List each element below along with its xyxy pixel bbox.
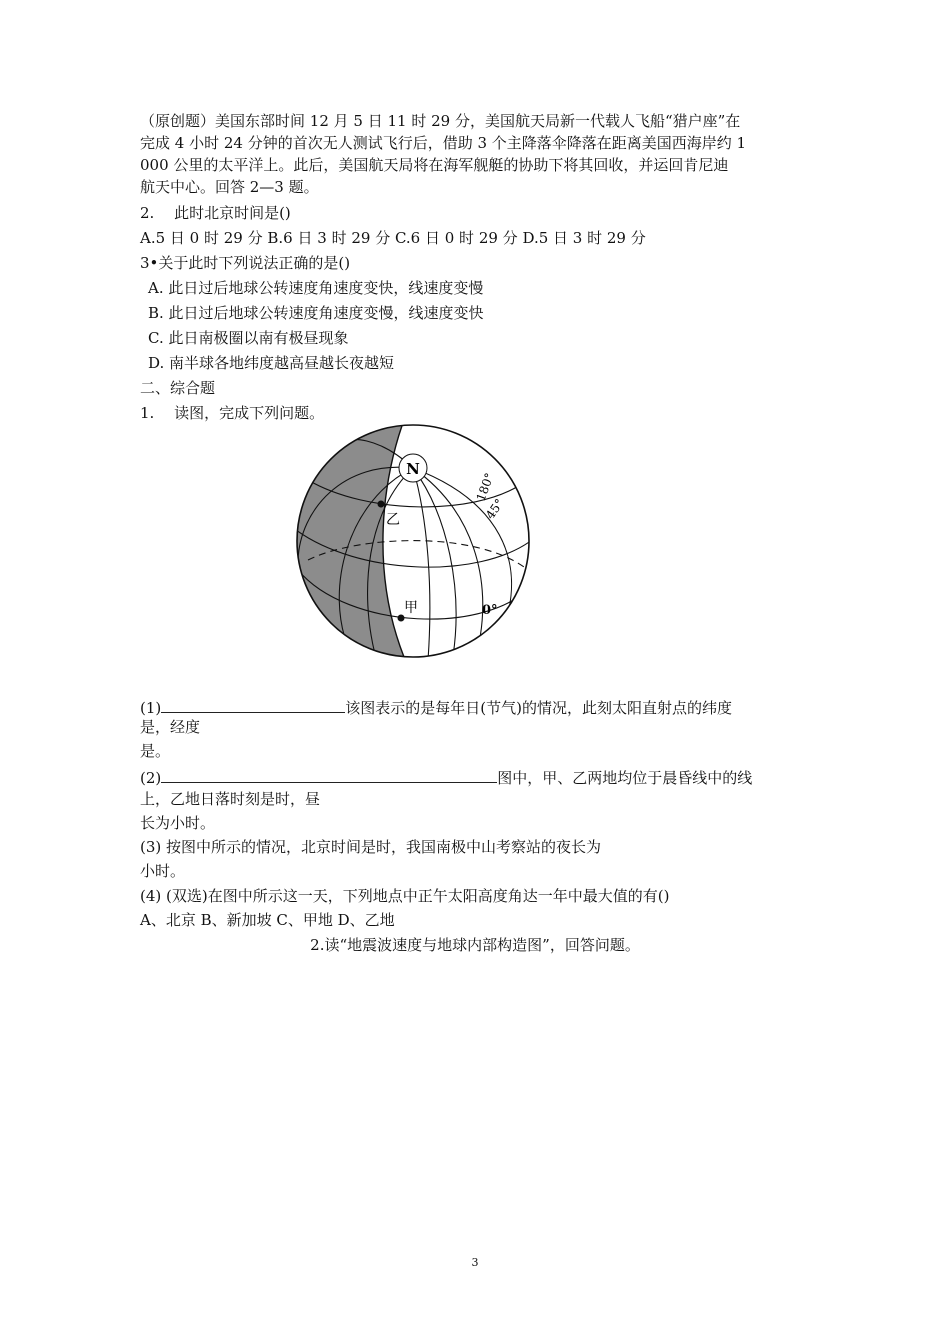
- sub-question-3-end: 小时。: [140, 862, 186, 880]
- sub-question-3: (3) 按图中所示的情况，北京时间是时，我国南极中山考察站的夜长为: [140, 838, 602, 856]
- intro-line-2: 完成 4 小时 24 分钟的首次无人测试飞行后，借助 3 个主降落伞降落在距离美国西海岸约 1: [140, 134, 747, 152]
- north-pole-label: N: [406, 460, 420, 478]
- question-2-stem: 2. 此时北京时间是(): [140, 204, 291, 222]
- sub-question-4-options: A、北京 B、新加坡 C、甲地 D、乙地: [140, 911, 395, 929]
- sub-question-2-end: 长为小时。: [140, 814, 216, 832]
- comprehensive-q1-stem: 1. 读图，完成下列问题。: [140, 404, 325, 422]
- point-yi-marker: [378, 501, 385, 508]
- answer-blank-1[interactable]: [161, 696, 345, 713]
- point-jia-label: 甲: [404, 600, 418, 616]
- question-3-option-b: B. 此日过后地球公转速度角速度变慢，线速度变快: [148, 304, 484, 322]
- sub-question-1-continuation: 是，经度: [140, 718, 201, 736]
- intro-line-4: 航天中心。回答 2—3 题。: [140, 178, 319, 196]
- globe-figure: [288, 420, 538, 662]
- sub-question-2: [140, 766, 752, 789]
- question-2-options: A.5 日 0 时 29 分 B.6 日 3 时 29 分 C.6 日 0 时 29 分 D.5 日 3 时 29 分: [140, 229, 646, 247]
- question-3-option-a: A. 此日过后地球公转速度角速度变快，线速度变慢: [148, 279, 484, 297]
- point-yi-label: 乙: [386, 512, 400, 528]
- answer-blank-2[interactable]: [161, 766, 497, 783]
- sub-question-2-text: 图中，甲、乙两地均位于晨昏线中的线: [497, 769, 753, 787]
- comprehensive-q2-stem: 2.读“地震波速度与地球内部构造图”，回答问题。: [310, 936, 640, 954]
- sub-question-1-text: 该图表示的是每年日(节气)的情况，此刻太阳直射点的纬度: [345, 699, 732, 717]
- page-number: 3: [471, 1256, 479, 1269]
- latitude-45-label: 45°: [482, 496, 507, 522]
- question-3-option-d: D. 南半球各地纬度越高昼越长夜越短: [148, 354, 395, 372]
- sub-question-1-end: 是。: [140, 742, 171, 760]
- sub-question-2-number: (2): [140, 769, 162, 787]
- sub-question-1: [140, 696, 732, 719]
- intro-line-3: 000 公里的太平洋上。此后，美国航天局将在海军舰艇的协助下将其回收，并运回肯尼迪: [140, 156, 729, 174]
- equator-label: 0°: [482, 603, 498, 618]
- section-heading: 二、综合题: [140, 379, 216, 397]
- longitude-180-label: 180°: [473, 471, 497, 504]
- sub-question-1-number: (1): [140, 699, 162, 717]
- intro-line-1: （原创题）美国东部时间 12 月 5 日 11 时 29 分，美国航天局新一代载人飞船“猎户座”在: [140, 112, 741, 130]
- sub-question-2-continuation: 上，乙地日落时刻是时，昼: [140, 790, 321, 808]
- question-3-stem: 3•关于此时下列说法正确的是(): [140, 254, 351, 272]
- question-3-option-c: C. 此日南极圈以南有极昼现象: [148, 329, 349, 347]
- sub-question-4: (4) (双选)在图中所示这一天，下列地点中正午太阳高度角达一年中最大值的有(): [140, 887, 670, 905]
